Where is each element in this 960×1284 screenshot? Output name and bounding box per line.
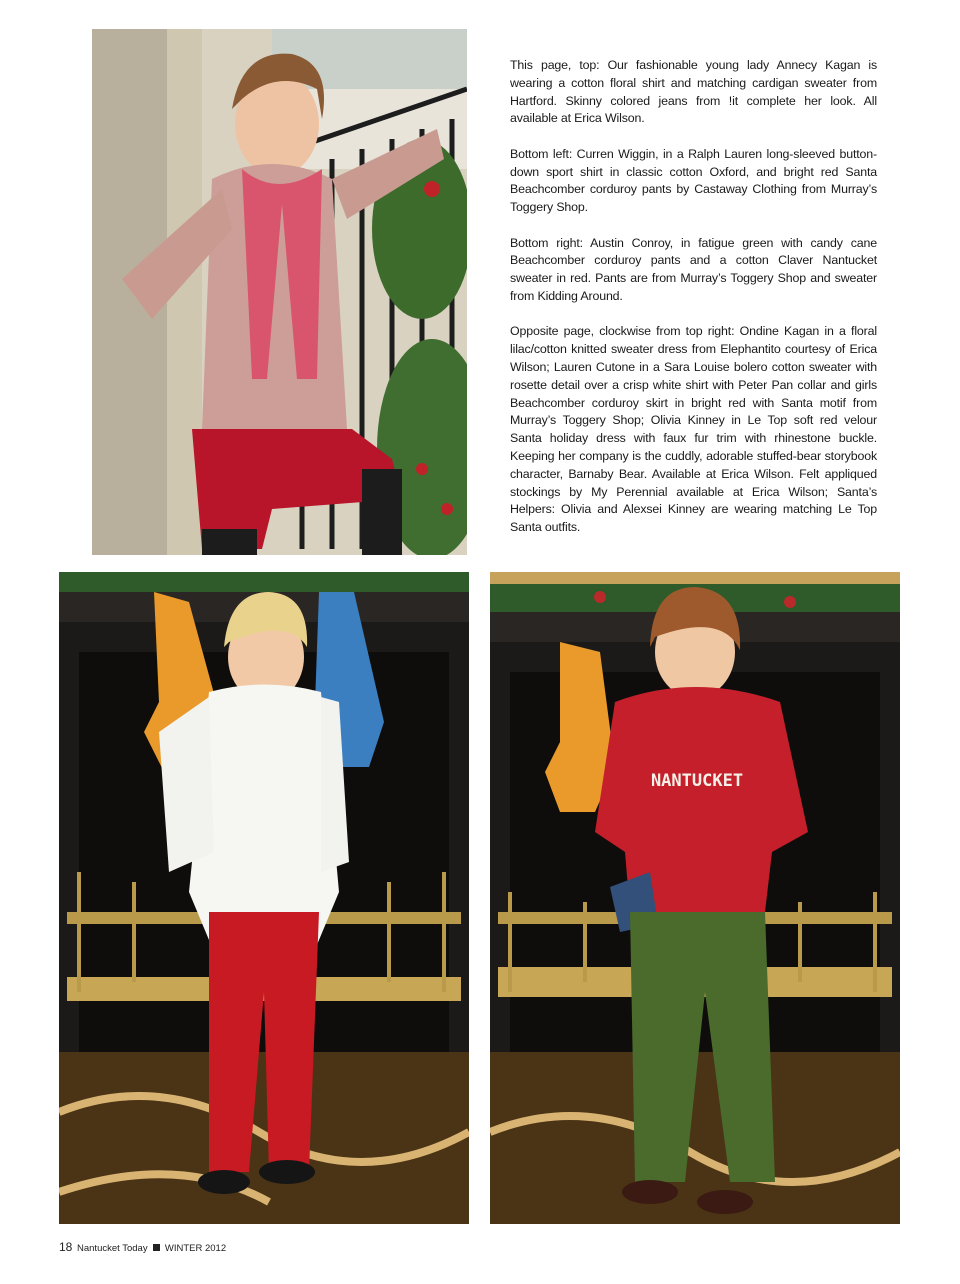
caption-top: This page, top: Our fashionable young lady Annecy Kagan is wearing a cotton floral shirt and matching cardigan sweater from Hartford. Skinny colored jeans from !it complete her look. All available at Erica Wilson. xyxy=(510,58,877,126)
photo-girl-on-stairs xyxy=(92,29,467,555)
caption-bottom-right: Bottom right: Austin Conroy, in fatigue green with candy cane Beachcomber corduroy pants and a cotton Claver Nantucket sweater in red. Pants are from Murray’s Toggery Shop and sweater from Kidding Around. xyxy=(510,235,877,303)
photo-boy-white-shirt xyxy=(59,572,469,1224)
issue-label: WINTER 2012 xyxy=(164,1243,227,1254)
caption-column xyxy=(510,57,877,555)
sweater-lettering: NANTUCKET xyxy=(650,771,744,791)
photo-boy-nantucket-sweater xyxy=(490,572,900,1224)
square-bullet-icon xyxy=(153,1244,160,1251)
page-number: 18 xyxy=(59,1240,73,1254)
caption-opposite-page: Opposite page, clockwise from top right: Ondine Kagan in a floral lilac/cotton knitted sweater dress from Elephantito courtesy of Erica Wilson; Lauren Cutone in a Sara Louise bolero cotton sweater with rosette detail over a crisp white shirt with Peter Pan collar and girls Beachcomber corduroy skirt in bright red with Santa motif from Murray’s Toggery Shop; Olivia Kinney in Le Top soft red velour Santa holiday dress with faux fur trim with rhinestone buckle. Keeping her company is the cuddly, adorable stuffed-bear storybook character, Barnaby Bear. Available at Erica Wilson. Felt appliqued stockings by My Perennial available at Erica Wilson; Santa’s Helpers: Olivia and Alexsei Kinney are wearing matching Le Top Santa outfits. xyxy=(510,324,877,535)
publication-name: Nantucket Today xyxy=(77,1243,148,1254)
page-footer xyxy=(59,1240,226,1254)
caption-bottom-left: Bottom left: Curren Wiggin, in a Ralph Lauren long-sleeved button-down sport shirt in classic cotton Oxford, and bright red Santa Beachcomber corduroy pants by Castaway Clothing from Murray’s Toggery Shop. xyxy=(510,146,877,215)
